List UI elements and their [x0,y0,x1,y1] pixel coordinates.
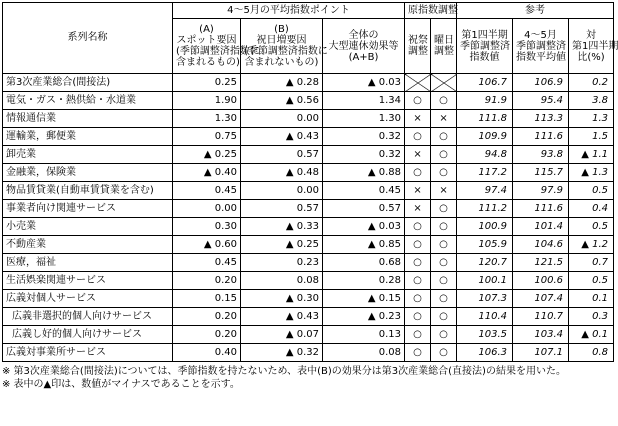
header-col-holiday-adjust: 祝祭 調整 [405,19,431,74]
cell-total-effect: 0.28 [323,272,405,290]
table-row [3,344,614,362]
cell-weekday-adjust: ○ [431,344,457,362]
cell-ratio: 0.7 [569,254,614,272]
cell-holiday-factor: ▲ 0.33 [241,218,323,236]
cell-aprmay-avg: 95.4 [513,92,569,110]
cell-holiday-factor: ▲ 0.56 [241,92,323,110]
cell-ratio: ▲ 0.1 [569,326,614,344]
cell-aprmay-avg: 113.3 [513,110,569,128]
cell-total-effect: 0.45 [323,182,405,200]
cell-total-effect: 0.57 [323,200,405,218]
cell-total-effect: 0.08 [323,344,405,362]
footnote-2: ※ 表中の▲印は、数値がマイナスであることを示す。 [2,379,240,390]
cell-holiday-adjust: ○ [405,92,431,110]
header-adjustment-group: 原指数調整 [405,3,457,19]
row-name: 医療，福祉 [3,254,173,272]
row-name: 情報通信業 [3,110,173,128]
table-row [3,218,614,236]
table-row [3,254,614,272]
contribution-table-panel [2,2,618,391]
row-name: 卸売業 [3,146,173,164]
cell-ratio: 0.8 [569,344,614,362]
cell-holiday-adjust: ○ [405,218,431,236]
cell-holiday-factor: 0.57 [241,146,323,164]
cell-weekday-adjust: ○ [431,308,457,326]
cell-aprmay-avg: 93.8 [513,146,569,164]
cell-holiday-adjust: ○ [405,290,431,308]
cell-spot-factor: 0.20 [173,326,241,344]
cell-weekday-adjust: ○ [431,326,457,344]
cell-holiday-adjust: × [405,146,431,164]
row-name: 広義対個人サービス [3,290,173,308]
cell-q1-index: 105.9 [457,236,513,254]
cell-holiday-factor: 0.08 [241,272,323,290]
cell-total-effect: ▲ 0.15 [323,290,405,308]
cell-aprmay-avg: 111.6 [513,200,569,218]
cell-holiday-factor: 0.57 [241,200,323,218]
cell-q1-index: 94.8 [457,146,513,164]
table-row [3,326,614,344]
table-row [3,236,614,254]
cell-aprmay-avg: 111.6 [513,128,569,146]
table-row [3,290,614,308]
table-row [3,110,614,128]
cell-weekday-adjust: ○ [431,254,457,272]
cell-spot-factor: 0.45 [173,182,241,200]
cell-holiday-adjust: ○ [405,236,431,254]
cell-spot-factor: 0.75 [173,128,241,146]
cell-total-effect: 1.34 [323,92,405,110]
row-name: 小売業 [3,218,173,236]
cell-total-effect: ▲ 0.85 [323,236,405,254]
row-name: 物品賃貸業(自動車賃貸業を含む) [3,182,173,200]
cell-ratio: ▲ 1.2 [569,236,614,254]
table-row [3,128,614,146]
cell-q1-index: 120.7 [457,254,513,272]
cell-holiday-adjust: ○ [405,344,431,362]
cell-ratio: 0.3 [569,308,614,326]
cell-aprmay-avg: 97.9 [513,182,569,200]
header-col-q1-index: 第1四半期 季節調整済 指数値 [457,19,513,74]
cell-weekday-adjust: ○ [431,236,457,254]
cell-holiday-factor: ▲ 0.07 [241,326,323,344]
cell-q1-index: 100.1 [457,272,513,290]
header-col-weekday-adjust: 曜日 調整 [431,19,457,74]
table-row [3,308,614,326]
cell-q1-index: 109.9 [457,128,513,146]
header-col-b: (B) 祝日増要因 (季節調整済指数に 含まれないもの) [241,19,323,74]
cell-q1-index: 97.4 [457,182,513,200]
cell-holiday-adjust: × [405,200,431,218]
table-body [3,74,614,362]
cell-holiday-adjust: ○ [405,164,431,182]
cell-aprmay-avg: 106.9 [513,74,569,92]
cell-holiday-factor: 0.00 [241,110,323,128]
cell-weekday-adjust: ○ [431,92,457,110]
cell-q1-index: 111.2 [457,200,513,218]
header-col-ratio: 対 第1四半期 比(%) [569,19,614,74]
cell-aprmay-avg: 115.7 [513,164,569,182]
cell-total-effect: ▲ 0.23 [323,308,405,326]
table-row [3,164,614,182]
cell-q1-index: 110.4 [457,308,513,326]
cell-total-effect: 1.30 [323,110,405,128]
cell-spot-factor: 0.30 [173,218,241,236]
cell-ratio: 3.8 [569,92,614,110]
row-name: 事業者向け関連サービス [3,200,173,218]
cell-holiday-factor: 0.23 [241,254,323,272]
header-contribution-group: 4～5月の平均指数ポイント [173,3,405,19]
header-reference-group: 参考 [457,3,614,19]
cell-ratio: 0.5 [569,218,614,236]
cell-total-effect: 0.68 [323,254,405,272]
cell-total-effect: 0.32 [323,146,405,164]
row-name: 第3次産業総合(間接法) [3,74,173,92]
cell-holiday-factor: ▲ 0.48 [241,164,323,182]
table-row [3,146,614,164]
row-name: 不動産業 [3,236,173,254]
cell-holiday-adjust: ○ [405,308,431,326]
row-name: 運輸業，郵便業 [3,128,173,146]
cell-spot-factor: 0.00 [173,200,241,218]
cell-spot-factor: 0.20 [173,308,241,326]
cell-q1-index: 117.2 [457,164,513,182]
cell-spot-factor: 1.30 [173,110,241,128]
cell-q1-index: 106.7 [457,74,513,92]
footnote-1: ※ 第3次産業総合(間接法)については、季節指数を持たないため、表中(B)の効果分は第3次産業総合(直接法)の結果を用いた。 [2,366,566,377]
table-row [3,182,614,200]
cell-holiday-factor: ▲ 0.32 [241,344,323,362]
cell-holiday-adjust: ○ [405,326,431,344]
cell-weekday-adjust: ○ [431,290,457,308]
table-row [3,92,614,110]
row-name: 生活娯楽関連サービス [3,272,173,290]
cell-ratio: 0.5 [569,182,614,200]
row-name: 広義非選択的個人向けサービス [3,308,173,326]
cell-total-effect: 0.13 [323,326,405,344]
cell-q1-index: 100.9 [457,218,513,236]
cell-aprmay-avg: 104.6 [513,236,569,254]
cell-holiday-factor: ▲ 0.28 [241,74,323,92]
row-name: 広義し好的個人向けサービス [3,326,173,344]
cell-aprmay-avg: 101.4 [513,218,569,236]
cell-total-effect: ▲ 0.03 [323,218,405,236]
cell-ratio: 0.2 [569,74,614,92]
header-col-total: 全体の 大型連休効果等 (A+B) [323,19,405,74]
cell-weekday-adjust: ○ [431,200,457,218]
cell-ratio: 1.5 [569,128,614,146]
cell-weekday-adjust: ○ [431,128,457,146]
cell-q1-index: 91.9 [457,92,513,110]
cell-ratio: ▲ 1.1 [569,146,614,164]
cell-aprmay-avg: 121.5 [513,254,569,272]
cell-aprmay-avg: 100.6 [513,272,569,290]
row-name: 電気・ガス・熱供給・水道業 [3,92,173,110]
cell-aprmay-avg: 110.7 [513,308,569,326]
cell-spot-factor: ▲ 0.60 [173,236,241,254]
cell-spot-factor: 0.25 [173,74,241,92]
cell-weekday-adjust: ○ [431,218,457,236]
table-row [3,272,614,290]
cell-spot-factor: 0.20 [173,272,241,290]
cell-holiday-factor: ▲ 0.30 [241,290,323,308]
cell-aprmay-avg: 103.4 [513,326,569,344]
cell-holiday-adjust: ○ [405,254,431,272]
table-row [3,74,614,92]
cell-spot-factor: 0.45 [173,254,241,272]
cell-holiday-factor: ▲ 0.43 [241,308,323,326]
cell-total-effect: ▲ 0.88 [323,164,405,182]
cell-spot-factor: ▲ 0.25 [173,146,241,164]
cell-total-effect: ▲ 0.03 [323,74,405,92]
cell-ratio: 1.3 [569,110,614,128]
cell-ratio: 0.5 [569,272,614,290]
cell-total-effect: 0.32 [323,128,405,146]
row-name: 広義対事業所サービス [3,344,173,362]
cell-spot-factor: 0.15 [173,290,241,308]
cell-ratio: 0.4 [569,200,614,218]
cell-holiday-factor: ▲ 0.25 [241,236,323,254]
cell-ratio: ▲ 1.3 [569,164,614,182]
cell-weekday-adjust: × [431,182,457,200]
cell-spot-factor: ▲ 0.40 [173,164,241,182]
cell-holiday-adjust: × [405,182,431,200]
footnotes [2,365,613,391]
cell-holiday-adjust: ○ [405,128,431,146]
cell-q1-index: 103.5 [457,326,513,344]
row-name: 金融業，保険業 [3,164,173,182]
contribution-table [2,2,618,362]
header-series-name: 系列名称 [3,3,173,74]
cell-q1-index: 107.3 [457,290,513,308]
cell-weekday-adjust: ○ [431,164,457,182]
cell-holiday-factor: ▲ 0.43 [241,128,323,146]
cell-spot-factor: 1.90 [173,92,241,110]
cell-holiday-adjust [405,74,431,92]
cell-aprmay-avg: 107.1 [513,344,569,362]
cell-weekday-adjust [431,74,457,92]
cell-holiday-adjust: × [405,110,431,128]
table-row [3,200,614,218]
header-col-aprmay-avg: 4～5月 季節調整済 指数平均値 [513,19,569,74]
cell-holiday-factor: 0.00 [241,182,323,200]
cell-weekday-adjust: ○ [431,146,457,164]
cell-ratio: 0.1 [569,290,614,308]
cell-holiday-adjust: ○ [405,272,431,290]
cell-spot-factor: 0.40 [173,344,241,362]
cell-aprmay-avg: 107.4 [513,290,569,308]
header-col-a: (A) スポット要因 (季節調整済指数に 含まれるもの) [173,19,241,74]
cell-q1-index: 111.8 [457,110,513,128]
cell-weekday-adjust: ○ [431,272,457,290]
cell-weekday-adjust: × [431,110,457,128]
cell-q1-index: 106.3 [457,344,513,362]
